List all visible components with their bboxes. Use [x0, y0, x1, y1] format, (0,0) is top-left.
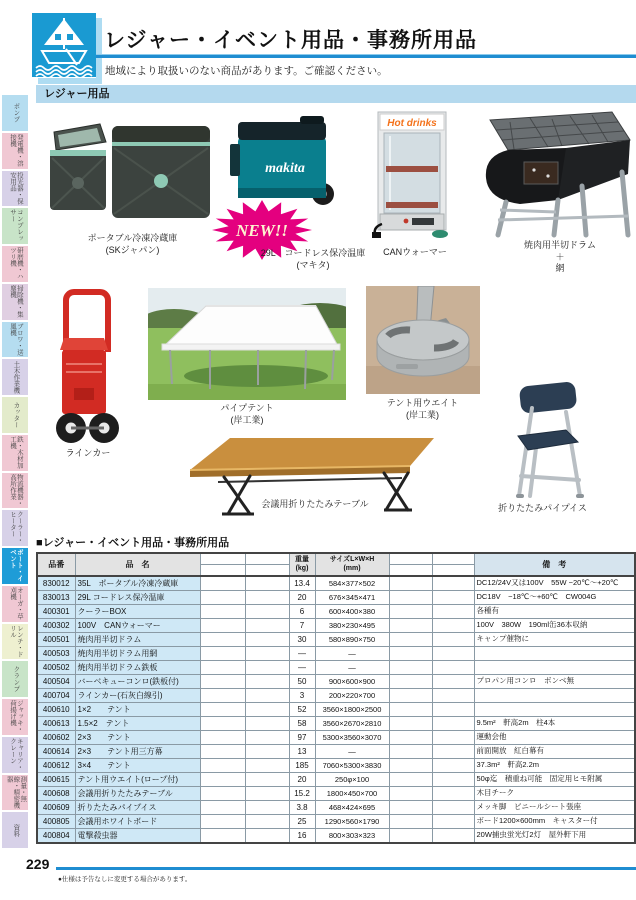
- product-caption: CANウォーマー: [383, 247, 447, 257]
- page-subtitle: 地域により取扱いのない商品があります。ご確認ください。: [105, 65, 388, 77]
- cell-e: [432, 661, 474, 675]
- pipe-tent-illustration: [148, 288, 346, 400]
- table-row: [37, 576, 635, 591]
- cell-e: [432, 801, 474, 815]
- cell-e: [389, 661, 432, 675]
- cell-e: [200, 689, 245, 703]
- cell-remarks: DC12/24V又は100V 55W −20℃〜+20℃: [474, 576, 635, 591]
- cell-e: [245, 815, 289, 829]
- sidebar-item-2[interactable]: [2, 133, 28, 169]
- col-header-code: 品番: [37, 553, 75, 576]
- table-row: [37, 815, 635, 829]
- cell-remarks: 37.3m² 軒高2.2m: [474, 759, 635, 773]
- cell-size: 600×400×380: [315, 605, 389, 619]
- cell-remarks: 20W捕虫蛍光灯2灯 屋外軒下用: [474, 829, 635, 844]
- portable-fridge-illustration: [48, 112, 213, 230]
- hot-drinks-sign: Hot drinks: [387, 118, 437, 129]
- cell-e: [245, 787, 289, 801]
- cell-size: 900×600×900: [315, 675, 389, 689]
- cell-e: [200, 661, 245, 675]
- cell-e: [200, 773, 245, 787]
- cell-e: [245, 731, 289, 745]
- cell-code: 400609: [37, 801, 75, 815]
- cell-e: [389, 801, 432, 815]
- cell-remarks: [474, 661, 635, 675]
- sidebar-item-6[interactable]: [2, 284, 28, 320]
- sidebar-item-label: キャリア・クレーン: [9, 737, 23, 771]
- cell-weight: 3.8: [289, 801, 315, 815]
- cell-e: [389, 717, 432, 731]
- table-row: [37, 675, 635, 689]
- cell-code: 400610: [37, 703, 75, 717]
- cell-weight: 20: [289, 591, 315, 605]
- sidebar-item-4[interactable]: [2, 208, 28, 244]
- cell-size: 580×890×750: [315, 633, 389, 647]
- cell-e: [200, 703, 245, 717]
- cell-e: [432, 633, 474, 647]
- cell-weight: 52: [289, 703, 315, 717]
- cell-name: 2×3 テント用三方幕: [75, 745, 200, 759]
- cell-remarks: 50φ迄 積重ね可能 固定用ヒモ附属: [474, 773, 635, 787]
- title-rule: [96, 54, 636, 58]
- cell-e: [389, 605, 432, 619]
- cell-size: 5300×3560×3070: [315, 731, 389, 745]
- cell-e: [200, 759, 245, 773]
- cell-size: 1800×450×700: [315, 787, 389, 801]
- cell-weight: 15.2: [289, 787, 315, 801]
- cell-name: 3×4 テント: [75, 759, 200, 773]
- cell-e: [200, 745, 245, 759]
- cell-name: クーラーBOX: [75, 605, 200, 619]
- table-row: [37, 787, 635, 801]
- table-row: [37, 801, 635, 815]
- cell-e: [245, 773, 289, 787]
- cell-size: 468×424×695: [315, 801, 389, 815]
- cell-code: 400504: [37, 675, 75, 689]
- cell-code: 400613: [37, 717, 75, 731]
- col-header-size: サイズL×W×H (mm): [315, 553, 389, 576]
- cell-e: [245, 829, 289, 844]
- sidebar-item-label: コンプレッサー: [9, 209, 23, 242]
- cell-remarks: [474, 647, 635, 661]
- cell-weight: ―: [289, 661, 315, 675]
- cell-e: [432, 675, 474, 689]
- table-row: [37, 605, 635, 619]
- cell-code: 830012: [37, 576, 75, 591]
- product-caption: テント用ウエイト (岸工業): [386, 398, 459, 420]
- sidebar-item-label: 物流機器・高所作業: [9, 473, 23, 506]
- cell-weight: 6: [289, 605, 315, 619]
- table-row: [37, 591, 635, 605]
- cell-remarks: [474, 703, 635, 717]
- col-header-name: 品 名: [75, 553, 200, 576]
- cell-e: [245, 619, 289, 633]
- table-row: [37, 619, 635, 633]
- cell-weight: 16: [289, 829, 315, 844]
- cell-e: [389, 576, 432, 591]
- table-row: [37, 689, 635, 703]
- cell-size: 3560×1800×2500: [315, 703, 389, 717]
- cell-e: [200, 717, 245, 731]
- cell-e: [389, 675, 432, 689]
- table-row: [37, 647, 635, 661]
- page-number: 229: [26, 856, 50, 872]
- product-caption: ポータブル冷凍冷蔵庫 (SKジャパン): [87, 233, 178, 255]
- page-title: レジャー・イベント用品・事務所用品: [104, 29, 478, 52]
- product-caption: 会議用折りたたみテーブル: [261, 499, 369, 509]
- cell-remarks: メッキ脚 ビニールシート張座: [474, 801, 635, 815]
- cell-e: [200, 675, 245, 689]
- cell-code: 830013: [37, 591, 75, 605]
- cell-code: 400501: [37, 633, 75, 647]
- cell-e: [245, 633, 289, 647]
- cell-e: [245, 661, 289, 675]
- cell-e: [200, 815, 245, 829]
- product-caption: ラインカー: [65, 448, 111, 458]
- section-banner: レジャー用品: [36, 85, 636, 103]
- sidebar-item-1[interactable]: [2, 95, 28, 131]
- cell-remarks: 100V 380W 190ml缶36本収納: [474, 619, 635, 633]
- cell-code: 400608: [37, 787, 75, 801]
- cell-name: 会議用折りたたみテーブル: [75, 787, 200, 801]
- cell-e: [200, 787, 245, 801]
- footer-rule: [56, 867, 636, 870]
- cell-e: [245, 759, 289, 773]
- sidebar-item-10[interactable]: [2, 435, 28, 471]
- sidebar-item-label: 資料: [12, 823, 20, 837]
- sidebar-item-5[interactable]: [2, 246, 28, 282]
- cell-code: 400612: [37, 759, 75, 773]
- cell-name: 焼肉用半切ドラム用網: [75, 647, 200, 661]
- cell-e: [245, 591, 289, 605]
- cell-name: テント用ウエイト(ロープ付): [75, 773, 200, 787]
- makita-logo-text: makita: [265, 161, 305, 176]
- cell-e: [432, 759, 474, 773]
- cell-name: 会議用ホワイトボード: [75, 815, 200, 829]
- sidebar-item-label: 発電機・溶接機: [9, 133, 23, 167]
- cell-code: 400614: [37, 745, 75, 759]
- cell-name: 電撃殺虫器: [75, 829, 200, 844]
- sidebar-item-label: 土木作業機: [12, 360, 20, 394]
- cell-e: [432, 745, 474, 759]
- cell-e: [432, 717, 474, 731]
- sidebar-item-label: ブロワ・送風機: [9, 322, 23, 355]
- cell-size: 250φ×100: [315, 773, 389, 787]
- cell-code: 400804: [37, 829, 75, 844]
- col-header-remarks: 備 考: [474, 553, 635, 576]
- cell-e: [389, 703, 432, 717]
- table-section-title: ■レジャー・イベント用品・事務所用品: [36, 537, 230, 549]
- cell-weight: 13.4: [289, 576, 315, 591]
- cell-e: [432, 829, 474, 844]
- cell-e: [245, 647, 289, 661]
- col-header-blank: [432, 553, 474, 565]
- cell-e: [245, 801, 289, 815]
- sailboat-icon: [32, 12, 96, 78]
- sidebar-item-label: 測量・無線・精密機器: [5, 775, 27, 808]
- line-marker-illustration: [52, 288, 124, 446]
- cell-weight: 30: [289, 633, 315, 647]
- cell-e: [432, 647, 474, 661]
- cell-weight: 97: [289, 731, 315, 745]
- cell-remarks: [474, 689, 635, 703]
- sidebar-item-12[interactable]: [2, 510, 28, 546]
- cell-e: [389, 773, 432, 787]
- cell-code: 400615: [37, 773, 75, 787]
- cell-weight: 185: [289, 759, 315, 773]
- cell-weight: 3: [289, 689, 315, 703]
- cell-remarks: 木目チーク: [474, 787, 635, 801]
- cell-size: 7060×5300×3830: [315, 759, 389, 773]
- cell-remarks: 運動会他: [474, 731, 635, 745]
- sidebar-item-label: クーラー・ヒーター: [9, 511, 23, 544]
- sidebar-item-18[interactable]: [2, 737, 28, 773]
- cell-size: ―: [315, 647, 389, 661]
- cordless-cooler-illustration: [230, 106, 335, 206]
- cell-e: [200, 801, 245, 815]
- cell-remarks: プロパン用コンロ ボンベ無: [474, 675, 635, 689]
- sidebar-item-14[interactable]: [2, 586, 28, 622]
- cell-code: 400302: [37, 619, 75, 633]
- cell-e: [389, 633, 432, 647]
- table-row: [37, 745, 635, 759]
- tent-weight-illustration: [366, 286, 480, 394]
- cell-size: ―: [315, 661, 389, 675]
- cell-size: 800×303×323: [315, 829, 389, 844]
- sidebar-item-label: カッター: [12, 401, 20, 428]
- table-row: [37, 829, 635, 844]
- cell-e: [432, 576, 474, 591]
- cell-name: 35L ポータブル冷凍冷蔵庫: [75, 576, 200, 591]
- footnote: ●仕様は予告なしに変更する場合があります。: [58, 876, 192, 883]
- cell-name: 折りたたみパイプイス: [75, 801, 200, 815]
- cell-e: [245, 745, 289, 759]
- table-row: [37, 759, 635, 773]
- cell-name: 1×2 テント: [75, 703, 200, 717]
- cell-name: 焼肉用半切ドラム鉄板: [75, 661, 200, 675]
- cell-e: [432, 815, 474, 829]
- cell-code: 400502: [37, 661, 75, 675]
- cell-remarks: 前面開放 紅白幕有: [474, 745, 635, 759]
- cell-e: [432, 689, 474, 703]
- sidebar-item-19[interactable]: [2, 775, 28, 811]
- cell-e: [432, 703, 474, 717]
- cell-e: [200, 591, 245, 605]
- product-caption: 折りたたみパイプイス: [498, 503, 587, 513]
- cell-e: [432, 787, 474, 801]
- sidebar-item-label: ジャッキ・荷揚げ機: [9, 700, 23, 733]
- cell-e: [245, 689, 289, 703]
- sidebar-item-label: レンチ・ドリル: [9, 624, 23, 657]
- product-table: [36, 552, 636, 844]
- cell-size: 380×230×495: [315, 619, 389, 633]
- sidebar-item-17[interactable]: [2, 699, 28, 735]
- cell-e: [389, 591, 432, 605]
- category-sidebar: [2, 95, 28, 848]
- cell-size: 676×345×471: [315, 591, 389, 605]
- cell-e: [200, 605, 245, 619]
- cell-e: [389, 829, 432, 844]
- col-header-blank: [200, 565, 245, 577]
- product-caption: 29L コードレス保冷温庫 (マキタ): [260, 248, 366, 270]
- folding-chair-illustration: [492, 378, 592, 500]
- sidebar-item-13[interactable]: [2, 548, 28, 584]
- cell-weight: 13: [289, 745, 315, 759]
- cell-e: [389, 731, 432, 745]
- cell-size: ―: [315, 745, 389, 759]
- cell-e: [200, 647, 245, 661]
- cell-e: [389, 759, 432, 773]
- cell-e: [245, 703, 289, 717]
- product-caption: 焼肉用半切ドラム ＋ 網: [524, 240, 596, 274]
- cell-code: 400704: [37, 689, 75, 703]
- cell-e: [389, 815, 432, 829]
- sidebar-item-20[interactable]: [2, 812, 28, 848]
- cell-name: 焼肉用半切ドラム: [75, 633, 200, 647]
- cell-name: 2×3 テント: [75, 731, 200, 745]
- cell-e: [389, 689, 432, 703]
- cell-size: 200×220×700: [315, 689, 389, 703]
- cell-e: [245, 717, 289, 731]
- cell-remarks: キャンプ催物に: [474, 633, 635, 647]
- cell-e: [200, 576, 245, 591]
- cell-weight: ―: [289, 647, 315, 661]
- cell-weight: 50: [289, 675, 315, 689]
- cell-e: [200, 633, 245, 647]
- col-header-blank: [389, 553, 432, 565]
- cell-remarks: 9.5m² 軒高2m 柱4本: [474, 717, 635, 731]
- cell-weight: 20: [289, 773, 315, 787]
- col-header-blank: [245, 565, 289, 577]
- sidebar-item-9[interactable]: [2, 397, 28, 433]
- table-row: [37, 661, 635, 675]
- product-caption: パイプテント (岸工業): [220, 403, 274, 425]
- sidebar-item-8[interactable]: [2, 359, 28, 395]
- cell-name: 1.5×2 テント: [75, 717, 200, 731]
- sidebar-item-label: 鉄・木材加工機: [9, 435, 23, 469]
- sidebar-item-label: ポンプ: [12, 103, 20, 123]
- cell-weight: 25: [289, 815, 315, 829]
- cell-e: [200, 829, 245, 844]
- col-header-weight: 重量 (kg): [289, 553, 315, 576]
- cell-weight: 58: [289, 717, 315, 731]
- cell-code: 400805: [37, 815, 75, 829]
- cell-e: [200, 619, 245, 633]
- col-header-blank: [432, 565, 474, 577]
- table-row: [37, 731, 635, 745]
- sidebar-item-11[interactable]: [2, 473, 28, 509]
- sidebar-item-15[interactable]: [2, 624, 28, 660]
- cell-size: 584×377×502: [315, 576, 389, 591]
- cell-code: 400301: [37, 605, 75, 619]
- cell-weight: 7: [289, 619, 315, 633]
- cell-name: ラインカー(石灰白線引): [75, 689, 200, 703]
- table-row: [37, 703, 635, 717]
- col-header-blank: [245, 553, 289, 565]
- cell-e: [245, 576, 289, 591]
- drum-grill-illustration: [462, 110, 634, 238]
- cell-e: [245, 675, 289, 689]
- table-row: [37, 717, 635, 731]
- new-badge-text: NEW!!: [236, 221, 288, 240]
- sidebar-item-16[interactable]: [2, 661, 28, 697]
- sidebar-item-label: ボート・イベント: [9, 549, 23, 582]
- table-row: [37, 633, 635, 647]
- sidebar-item-label: 掃除機・集塵機: [9, 284, 23, 318]
- cell-remarks: ボード1200×600mm キャスター付: [474, 815, 635, 829]
- cell-e: [245, 605, 289, 619]
- cell-e: [200, 731, 245, 745]
- col-header-blank: [200, 553, 245, 565]
- cell-code: 400503: [37, 647, 75, 661]
- sidebar-item-7[interactable]: [2, 322, 28, 358]
- cell-remarks: 各種有: [474, 605, 635, 619]
- cell-e: [432, 591, 474, 605]
- cell-e: [432, 619, 474, 633]
- cell-size: 1290×560×1790: [315, 815, 389, 829]
- cell-name: 29L コードレス保冷温庫: [75, 591, 200, 605]
- cell-code: 400602: [37, 731, 75, 745]
- cell-name: 100V CANウォーマー: [75, 619, 200, 633]
- cell-e: [389, 787, 432, 801]
- cell-e: [389, 745, 432, 759]
- sidebar-item-label: クランプ: [12, 666, 20, 693]
- cell-e: [389, 619, 432, 633]
- col-header-blank: [389, 565, 432, 577]
- can-warmer-illustration: [372, 108, 454, 240]
- sidebar-item-label: 投光器・保安用品: [9, 171, 23, 204]
- sidebar-item-3[interactable]: [2, 171, 28, 207]
- sidebar-item-label: 研磨機・ハツリ機: [9, 247, 23, 280]
- cell-name: バーベキューコンロ(鉄板付): [75, 675, 200, 689]
- table-row: [37, 773, 635, 787]
- cell-e: [389, 647, 432, 661]
- cell-e: [432, 773, 474, 787]
- cell-size: 3560×2670×2810: [315, 717, 389, 731]
- cell-e: [432, 731, 474, 745]
- cell-remarks: DC18V −18℃〜+60℃ CW004G: [474, 591, 635, 605]
- sidebar-item-label: オーガ・草刈機: [9, 586, 23, 620]
- cell-e: [432, 605, 474, 619]
